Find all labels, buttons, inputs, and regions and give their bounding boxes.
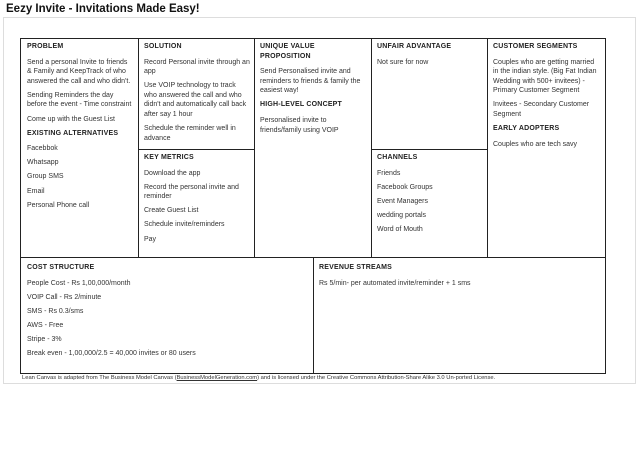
alternative-item: Facebbok bbox=[27, 145, 58, 153]
customer-segments-heading: CUSTOMER SEGMENTS bbox=[493, 43, 578, 50]
early-adopters-heading: EARLY ADOPTERS bbox=[493, 125, 560, 133]
high-level-concept-heading: HIGH-LEVEL CONCEPT bbox=[260, 101, 343, 109]
channel-item: wedding portals bbox=[377, 211, 427, 219]
unfair-advantage-item: Not sure for now bbox=[377, 58, 429, 66]
channels-section bbox=[377, 153, 483, 253]
unfair-advantage-heading: UNFAIR ADVANTAGE bbox=[377, 43, 452, 50]
uvp-section bbox=[260, 42, 366, 250]
problem-item: Send a personal Invite to friends & Family and KeepTrack of who answered the call and who didn't. bbox=[27, 58, 131, 85]
key-metrics-section bbox=[144, 153, 250, 253]
channel-item: Friends bbox=[377, 169, 401, 177]
early-adopter-item: Couples who are tech savy bbox=[493, 140, 578, 148]
existing-alternatives-heading: EXISTING ALTERNATIVES bbox=[27, 129, 119, 137]
channel-item: Facebook Groups bbox=[377, 183, 433, 191]
key-metric-item: Schedule invite/reminders bbox=[144, 221, 225, 229]
customer-segments-section bbox=[493, 42, 601, 250]
key-metric-item: Create Guest List bbox=[144, 207, 199, 215]
cost-structure-section bbox=[27, 263, 309, 371]
revenue-streams-section bbox=[319, 263, 601, 371]
revenue-streams-heading: REVENUE STREAMS bbox=[319, 264, 393, 271]
cost-item: Break even - 1,00,000/2.5 = 40,000 invites or 80 users bbox=[27, 350, 196, 358]
uvp-item: Send Personalised invite and reminders to friends & family the easiest way! bbox=[260, 68, 361, 95]
solution-item: Record Personal invite through an app bbox=[144, 58, 250, 76]
lean-canvas bbox=[20, 38, 606, 374]
channel-item: Word of Mouth bbox=[377, 225, 423, 233]
cost-structure-heading: COST STRUCTURE bbox=[27, 264, 95, 271]
uvp-heading: UNIQUE VALUE PROPOSITION bbox=[260, 43, 315, 60]
customer-segment-item: Couples who are getting married in the indian style. (Big Fat Indian Wedding with 500+ invitees) - Primary Customer Segment bbox=[493, 58, 597, 95]
cost-item: VOIP Call - Rs 2/minute bbox=[27, 293, 102, 301]
key-metrics-heading: KEY METRICS bbox=[144, 154, 194, 161]
alternative-item: Whatsapp bbox=[27, 159, 59, 167]
alternative-item: Email bbox=[27, 187, 45, 195]
key-metric-item: Pay bbox=[144, 235, 157, 243]
unfair-advantage-section bbox=[377, 42, 483, 147]
customer-segment-item: Invitees - Secondary Customer Segment bbox=[493, 101, 590, 119]
problem-item: Come up with the Guest List bbox=[27, 115, 115, 123]
alternative-item: Personal Phone call bbox=[27, 201, 90, 209]
solution-heading: SOLUTION bbox=[144, 43, 182, 50]
cost-item: AWS - Free bbox=[27, 321, 64, 329]
solution-item: Schedule the reminder well in advance bbox=[144, 125, 236, 142]
cost-item: SMS - Rs 0.3/sms bbox=[27, 307, 84, 315]
divider bbox=[371, 39, 372, 257]
problem-heading: PROBLEM bbox=[27, 43, 64, 50]
key-metric-item: Download the app bbox=[144, 169, 201, 177]
solution-section bbox=[144, 42, 250, 147]
alternative-item: Group SMS bbox=[27, 173, 64, 181]
divider bbox=[21, 257, 605, 258]
footer-suffix: ) and is licensed under the Creative Commons Attribution-Share Alike 3.0 Un-ported License. bbox=[257, 375, 496, 381]
revenue-item: Rs 5/min- per automated invite/reminder + 1 sms bbox=[319, 279, 471, 287]
problem-section bbox=[27, 42, 133, 250]
divider bbox=[138, 149, 255, 150]
channels-heading: CHANNELS bbox=[377, 154, 418, 161]
canvas-title: Eezy Invite - Invitations Made Easy! bbox=[6, 3, 200, 15]
divider bbox=[313, 257, 314, 373]
problem-item: Sending Reminders the day before the event - Time constraint bbox=[27, 91, 132, 109]
high-level-concept-item: Personalised invite to friends/family using VOIP bbox=[260, 117, 339, 134]
solution-item: Use VOIP technology to track who answered the call and who didn't and automatically call back after say 1 hour bbox=[144, 82, 247, 119]
footer-prefix: Lean Canvas is adapted from The Business Model Canvas ( bbox=[22, 375, 177, 381]
cost-item: Stripe - 3% bbox=[27, 335, 62, 343]
footer-link[interactable]: BusinessModelGeneration.com bbox=[176, 375, 258, 381]
cost-item: People Cost - Rs 1,00,000/month bbox=[27, 279, 131, 287]
key-metric-item: Record the personal invite and reminder bbox=[144, 183, 239, 201]
divider bbox=[254, 39, 255, 257]
divider bbox=[487, 39, 488, 257]
divider bbox=[138, 39, 139, 257]
channel-item: Event Managers bbox=[377, 197, 428, 205]
divider bbox=[371, 149, 488, 150]
license-footer bbox=[22, 375, 495, 381]
